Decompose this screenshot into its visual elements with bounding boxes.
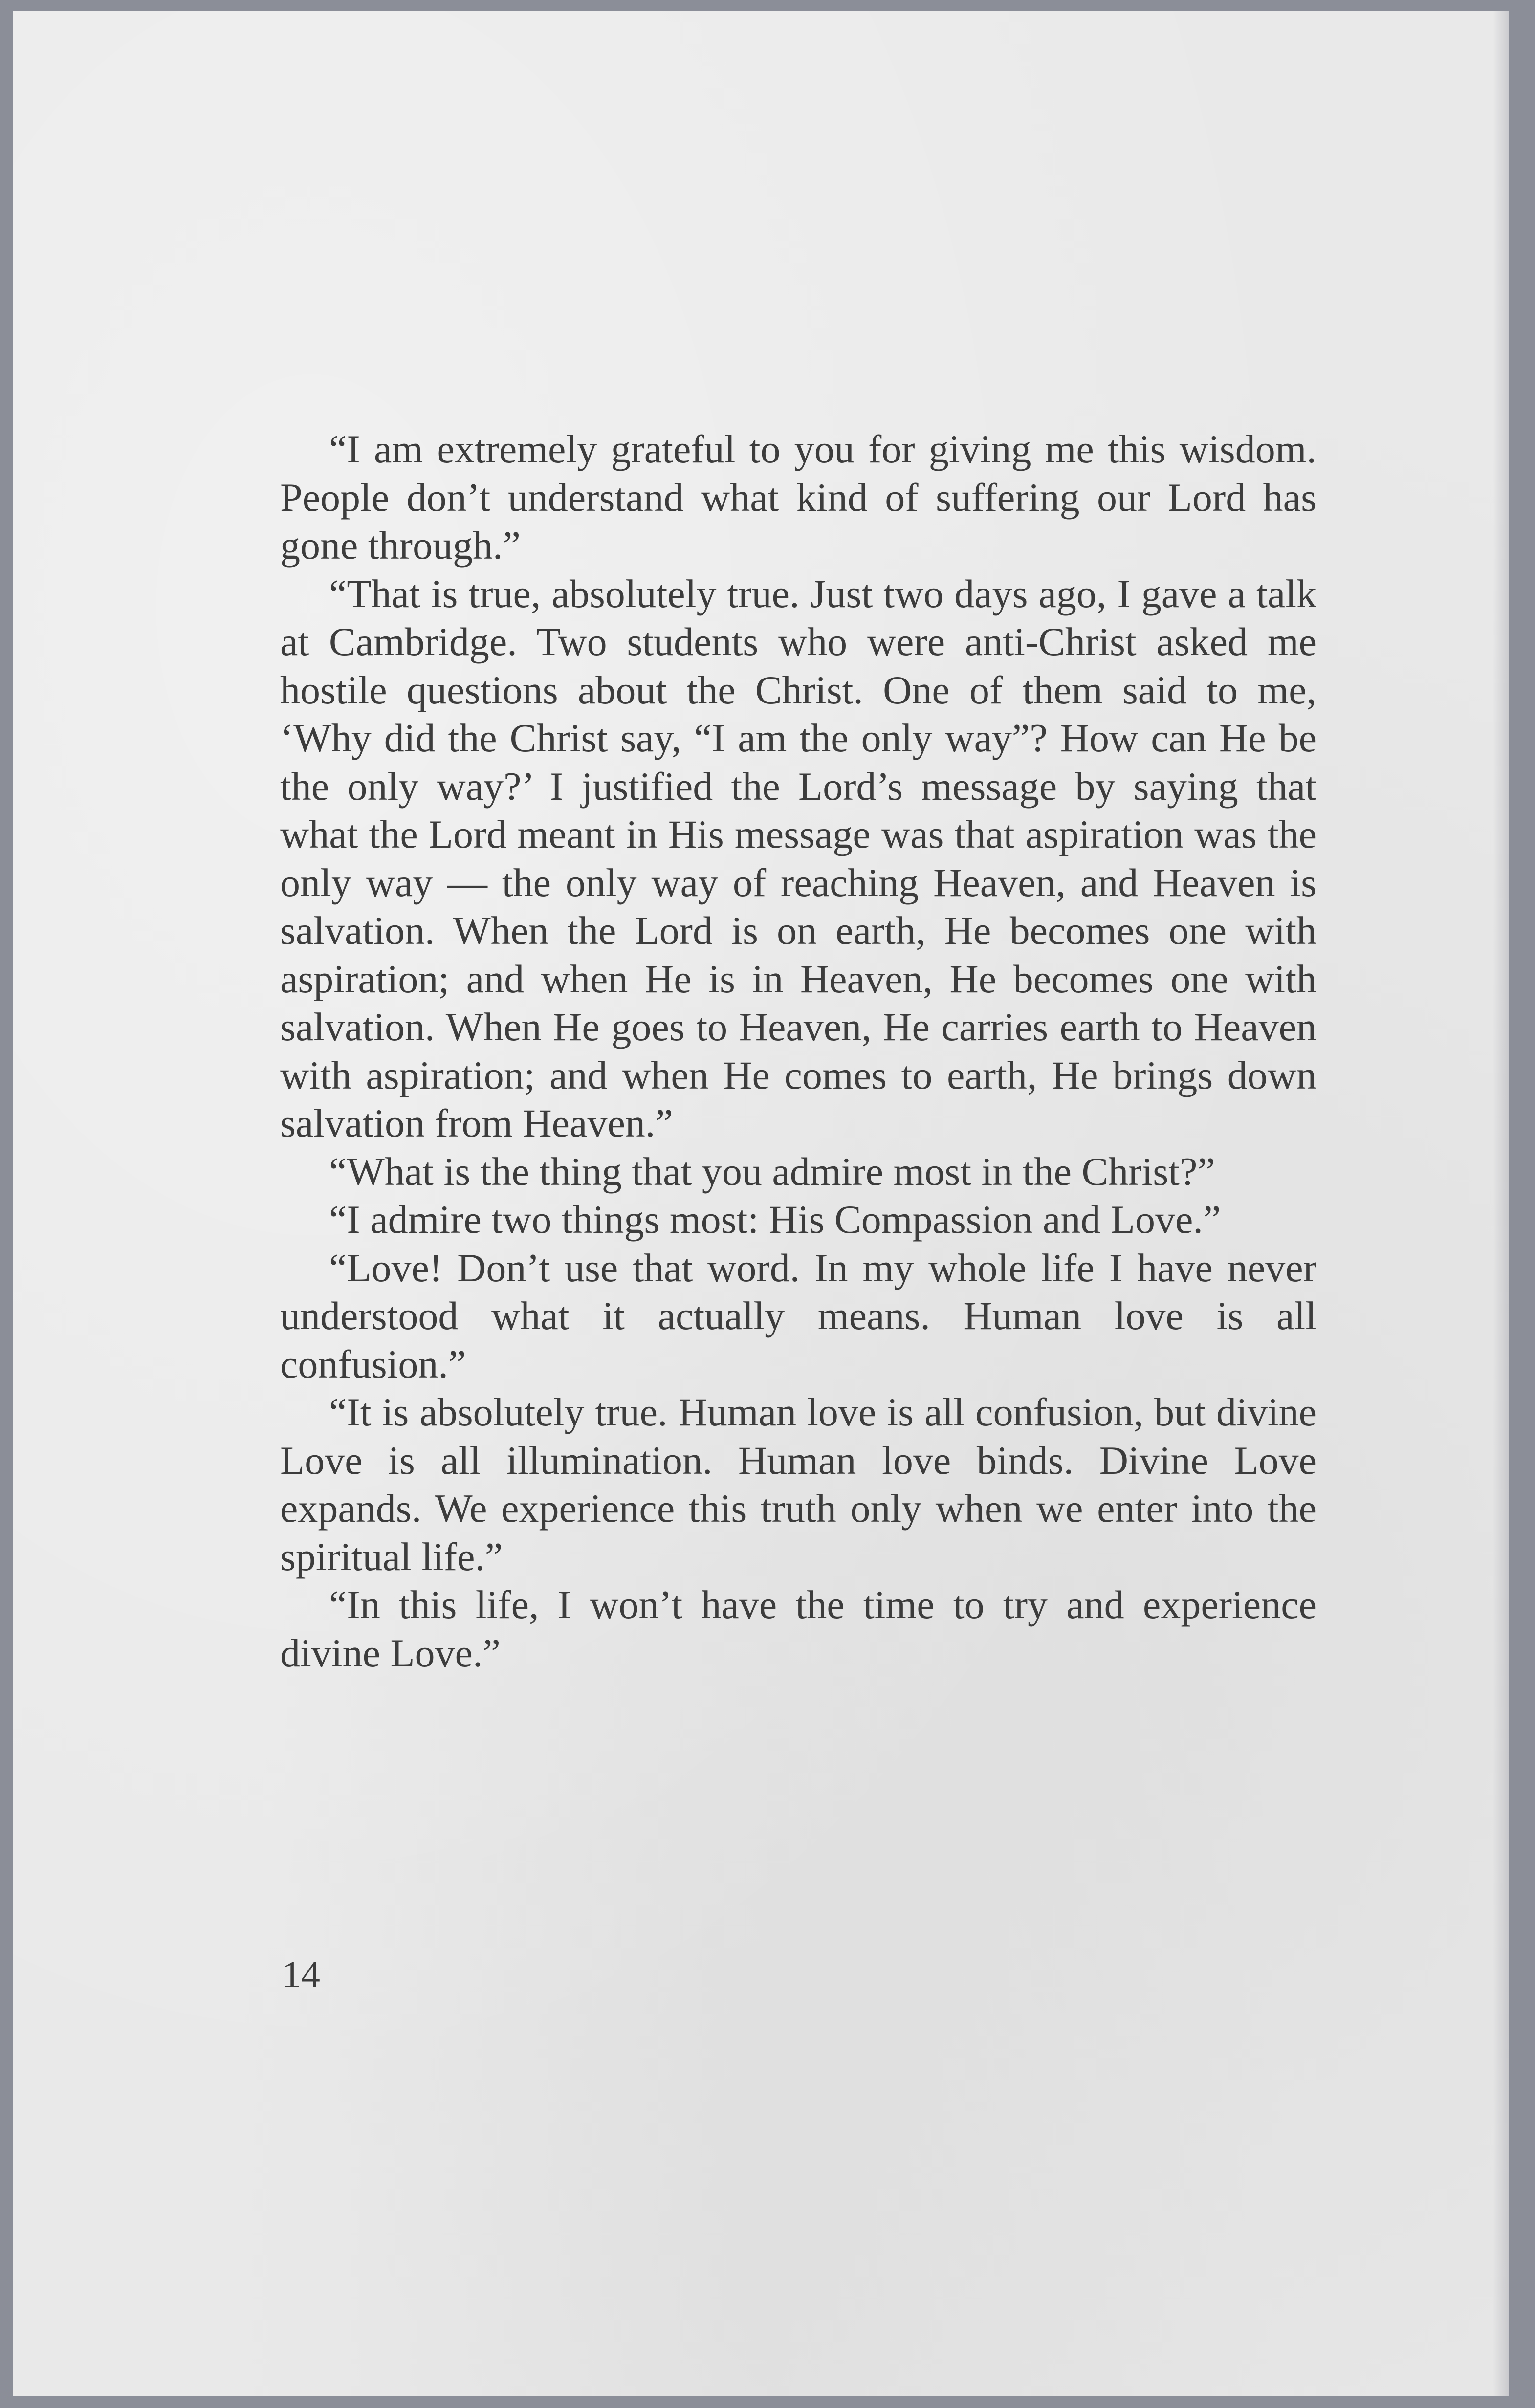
paragraph: “Love! Don’t use that word. In my whole life I have never understood what it actually means. Human love is all confusion.” xyxy=(280,1245,1316,1386)
paragraph: “What is the thing that you admire most in the Christ?” xyxy=(329,1149,1215,1194)
book-page xyxy=(13,11,1509,2396)
paragraph: “That is true, absolutely true. Just two days ago, I gave a talk at Cambridge. Two students who were anti-Christ asked me hostile questions about the Christ. One of them said to me, ‘Why did the Christ say, “I am the only way”? How can He be the only way?’ I justified the Lord’s message by saying that what the Lord meant in His message was that aspiration was the only way — the only way of reaching Heaven, and Heaven is salvation. When the Lord is on earth, He becomes one with aspiration; and when He is in Heaven, He becomes one with salvation. When He goes to Heaven, He carries earth to Heaven with aspiration; and when He comes to earth, He brings down salvation from Heaven.” xyxy=(280,571,1316,1145)
paragraph: “It is absolutely true. Human love is all confusion, but divine Love is all illumination. Human love binds. Divine Love expands. We experience this truth only when we enter into the spiritual life.” xyxy=(280,1390,1316,1579)
page-number: 14 xyxy=(282,1953,320,1995)
paragraph: “I am extremely grateful to you for giving me this wisdom. People don’t understand what kind of suffering our Lord has gone through.” xyxy=(280,427,1316,568)
body-text xyxy=(280,425,1316,1677)
paragraph: “In this life, I won’t have the time to try and experience divine Love.” xyxy=(280,1582,1316,1675)
paragraph: “I admire two things most: His Compassion and Love.” xyxy=(329,1197,1221,1242)
